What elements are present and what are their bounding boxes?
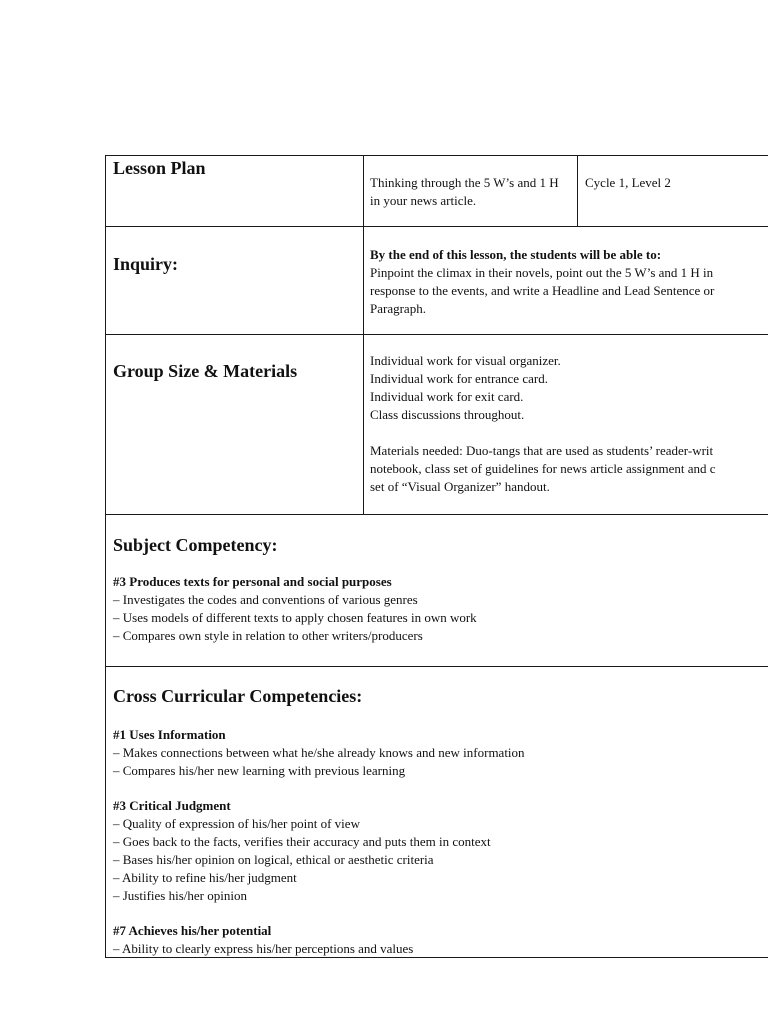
competency-item: – Makes connections between what he/she already knows and new information [113, 745, 525, 760]
subject-competency-title: Subject Competency: [113, 535, 278, 555]
objective-line: Pinpoint the climax in their novels, point out the 5 W’s and 1 H in [370, 265, 714, 280]
table-border-left [105, 155, 106, 958]
table-column-divider [363, 155, 364, 515]
work-line: Individual work for entrance card. [370, 371, 548, 386]
competency-item: – Compares his/her new learning with previous learning [113, 763, 406, 778]
competency-heading: #3 Critical Judgment [113, 798, 231, 813]
objective-line: response to the events, and write a Headline and Lead Sentence or [370, 283, 715, 298]
lesson-topic: Thinking through the 5 W’s and 1 H in your news article. [370, 175, 559, 208]
work-line: Class discussions throughout. [370, 407, 525, 422]
competency-item: – Justifies his/her opinion [113, 888, 247, 903]
competency-item: – Quality of expression of his/her point of view [113, 816, 360, 831]
table-border-top [105, 155, 768, 156]
competency-item: – Goes back to the facts, verifies their accuracy and puts them in context [113, 834, 491, 849]
group-work-list [370, 352, 561, 424]
work-line: Individual work for visual organizer. [370, 353, 561, 368]
table-rule-row2 [105, 334, 768, 335]
work-line: Individual work for exit card. [370, 389, 524, 404]
cross-competency-uses-information [113, 726, 525, 780]
group-size-materials-title: Group Size & Materials [113, 361, 298, 381]
cross-competency-critical-judgment [113, 797, 491, 905]
materials-text [370, 442, 716, 496]
materials-line: set of “Visual Organizer” handout. [370, 479, 550, 494]
cross-competency-achieves-potential [113, 922, 413, 958]
competency-item: – Investigates the codes and conventions of various genres [113, 592, 418, 607]
inquiry-text [370, 246, 714, 318]
table-cycle-divider [577, 155, 578, 227]
objective-heading: By the end of this lesson, the students will be able to: [370, 247, 662, 262]
competency-item: – Bases his/her opinion on logical, ethical or aesthetic criteria [113, 852, 434, 867]
materials-line: notebook, class set of guidelines for news article assignment and c [370, 461, 716, 476]
cycle-level: Cycle 1, Level 2 [585, 175, 671, 190]
cross-curricular-title: Cross Curricular Competencies: [113, 686, 363, 706]
subject-competency-list [113, 573, 477, 645]
competency-heading: #3 Produces texts for personal and social purposes [113, 574, 392, 589]
competency-item: – Ability to clearly express his/her perceptions and values [113, 941, 414, 956]
competency-heading: #1 Uses Information [113, 727, 226, 742]
table-rule-row1 [105, 226, 768, 227]
materials-line: Materials needed: Duo-tangs that are used as students’ reader-writ [370, 443, 714, 458]
table-rule-row4 [105, 666, 768, 667]
competency-heading: #7 Achieves his/her potential [113, 923, 272, 938]
competency-item: – Ability to refine his/her judgment [113, 870, 297, 885]
competency-item: – Compares own style in relation to other writers/producers [113, 628, 423, 643]
lesson-plan-title: Lesson Plan [113, 158, 206, 178]
table-rule-row3 [105, 514, 768, 515]
competency-item: – Uses models of different texts to apply chosen features in own work [113, 610, 477, 625]
objective-line: Paragraph. [370, 301, 426, 316]
inquiry-title: Inquiry: [113, 254, 179, 274]
